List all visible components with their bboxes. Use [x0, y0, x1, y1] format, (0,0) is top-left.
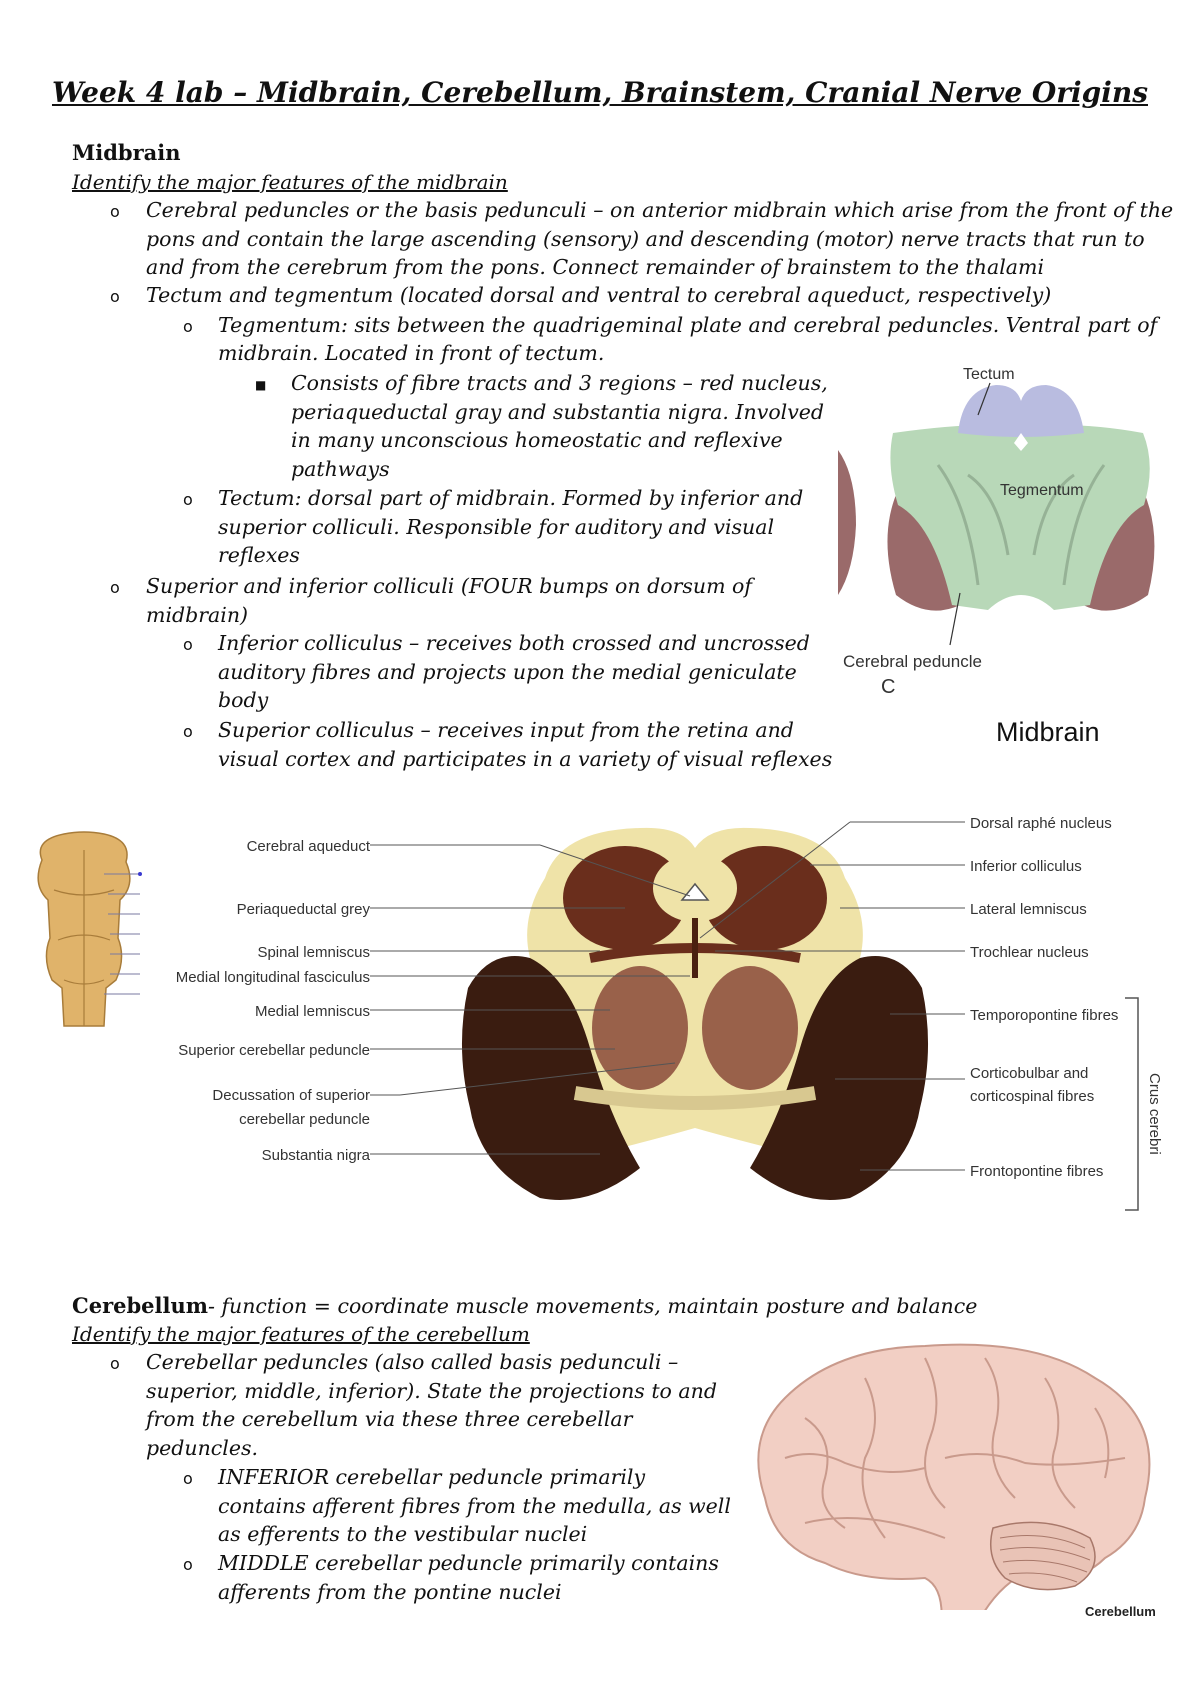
- midbrain-line: and from the cerebrum from the pons. Connect remainder of brainstem to the thalami: [146, 255, 1044, 279]
- midbrain-line: pons and contain the large ascending (sensory) and descending (motor) nerve tracts that run to: [146, 227, 1145, 251]
- bullet-marker: o: [110, 578, 120, 597]
- thumbnail-marker: [138, 872, 142, 876]
- cerebellum-line: from the cerebellum via these three cerebellar: [146, 1407, 633, 1431]
- square-bullet-marker: ■: [255, 378, 267, 392]
- label-inferior-colliculus: Inferior colliculus: [970, 858, 1082, 875]
- label-trochlear-nucleus: Trochlear nucleus: [970, 944, 1089, 961]
- midbrain-line: Superior and inferior colliculi (FOUR bumps on dorsum of: [146, 574, 752, 598]
- cerebellum-subheading: Identify the major features of the cerebellum: [72, 1322, 530, 1346]
- cerebellum-line: contains afferent fibres from the medulla, as well: [218, 1494, 731, 1518]
- cerebellum-line: INFERIOR cerebellar peduncle primarily: [218, 1465, 646, 1489]
- bullet-marker: o: [110, 202, 120, 221]
- midbrain-line: auditory fibres and projects upon the medial geniculate: [218, 660, 797, 684]
- midbrain-line: Tectum and tegmentum (located dorsal and ventral to cerebral aqueduct, respectively): [146, 283, 1052, 307]
- tegmentum-label: Tegmentum: [1000, 482, 1084, 499]
- label-corticobulbar-line2: corticospinal fibres: [970, 1088, 1095, 1105]
- midbrain-line: Superior colliculus – receives input from the retina and: [218, 718, 794, 742]
- midbrain-line: midbrain): [146, 603, 249, 627]
- midbrain-section-figure: [170, 808, 1180, 1233]
- midbrain-heading: Midbrain: [72, 140, 181, 165]
- figure-letter: C: [881, 676, 896, 698]
- cerebellum-line: Cerebellar peduncles (also called basis pedunculi –: [146, 1350, 679, 1374]
- midbrain-line: Tegmentum: sits between the quadrigeminal plate and cerebral peduncles. Ventral part of: [218, 313, 1158, 337]
- midbrain-line: Tectum: dorsal part of midbrain. Formed by inferior and: [218, 486, 804, 510]
- midbrain-line: Cerebral peduncles or the basis pedunculi – on anterior midbrain which arise from the front of the: [146, 198, 1174, 222]
- label-cerebral-aqueduct: Cerebral aqueduct: [246, 838, 370, 855]
- midbrain-line: superior colliculi. Responsible for auditory and visual: [218, 515, 775, 539]
- cerebellum-heading: Cerebellum: [72, 1293, 208, 1318]
- midbrain-line: visual cortex and participates in a variety of visual reflexes: [218, 747, 833, 771]
- label-superior-cerebellar-peduncle: Superior cerebellar peduncle: [178, 1042, 370, 1059]
- cerebellum-line: afferents from the pontine nuclei: [218, 1580, 562, 1604]
- midbrain-line: in many unconscious homeostatic and reflexive: [291, 428, 783, 452]
- figure-caption: Midbrain: [996, 717, 1100, 747]
- label-decussation-line2: cerebellar peduncle: [239, 1111, 370, 1128]
- midbrain-line: Inferior colliculus – receives both crossed and uncrossed: [218, 631, 810, 655]
- crus-bracket: [1125, 998, 1138, 1210]
- cerebellum-line: MIDDLE cerebellar peduncle primarily contains: [218, 1551, 719, 1575]
- midbrain-line: reflexes: [218, 543, 300, 567]
- label-dorsal-raphe-nucleus: Dorsal raphé nucleus: [970, 815, 1112, 832]
- cerebellum-line: peduncles.: [146, 1436, 258, 1460]
- bullet-marker: o: [110, 287, 120, 306]
- brain-lateral-figure: [745, 1338, 1185, 1628]
- label-temporopontine-fibres: Temporopontine fibres: [970, 1007, 1119, 1024]
- cerebellum-heading-row: [72, 1292, 977, 1320]
- cerebellum-line: as efferents to the vestibular nuclei: [218, 1522, 588, 1546]
- page-title: Week 4 lab – Midbrain, Cerebellum, Brainstem, Cranial Nerve Origins: [51, 76, 1148, 109]
- midbrain-subheading: Identify the major features of the midbrain: [72, 170, 508, 194]
- bullet-marker: o: [183, 1469, 193, 1488]
- label-corticobulbar-line1: Corticobulbar and: [970, 1065, 1089, 1082]
- brainstem-thumbnail: [24, 830, 144, 1030]
- cerebellum-function: - function = coordinate muscle movements, maintain posture and balance: [208, 1294, 978, 1318]
- tectum-label: Tectum: [963, 366, 1015, 383]
- label-crus-cerebri: Crus cerebri: [1146, 1073, 1163, 1155]
- right-red-nucleus-area: [702, 966, 798, 1090]
- cerebellum-figure-label: Cerebellum: [1085, 1604, 1156, 1619]
- label-lateral-lemniscus: Lateral lemniscus: [970, 901, 1087, 918]
- peduncle-label: Cerebral peduncle: [843, 652, 982, 671]
- bullet-marker: o: [183, 317, 193, 336]
- label-decussation-line1: Decussation of superior: [212, 1087, 370, 1104]
- midbrain-line: periaqueductal gray and substantia nigra. Involved: [291, 400, 825, 424]
- bullet-marker: o: [110, 1354, 120, 1373]
- label-spinal-lemniscus: Spinal lemniscus: [257, 944, 370, 961]
- midbrain-line: Consists of fibre tracts and 3 regions – red nucleus,: [291, 371, 828, 395]
- midbrain-region-figure: [838, 355, 1168, 765]
- label-periaqueductal-grey: Periaqueductal grey: [236, 901, 370, 918]
- bullet-marker: o: [183, 490, 193, 509]
- bullet-marker: o: [183, 722, 193, 741]
- bullet-marker: o: [183, 635, 193, 654]
- label-medial-longitudinal-fasciculus: Medial longitudinal fasciculus: [175, 969, 370, 986]
- label-substantia-nigra: Substantia nigra: [261, 1147, 370, 1164]
- midbrain-line: midbrain. Located in front of tectum.: [218, 341, 605, 365]
- midbrain-line: pathways: [291, 457, 390, 481]
- label-medial-lemniscus: Medial lemniscus: [254, 1003, 370, 1020]
- cerebellum-line: superior, middle, inferior). State the projections to and: [146, 1379, 717, 1403]
- brain-shape: [758, 1345, 1149, 1628]
- midbrain-line: body: [218, 688, 269, 712]
- bullet-marker: o: [183, 1555, 193, 1574]
- label-frontopontine-fibres: Frontopontine fibres: [970, 1163, 1104, 1180]
